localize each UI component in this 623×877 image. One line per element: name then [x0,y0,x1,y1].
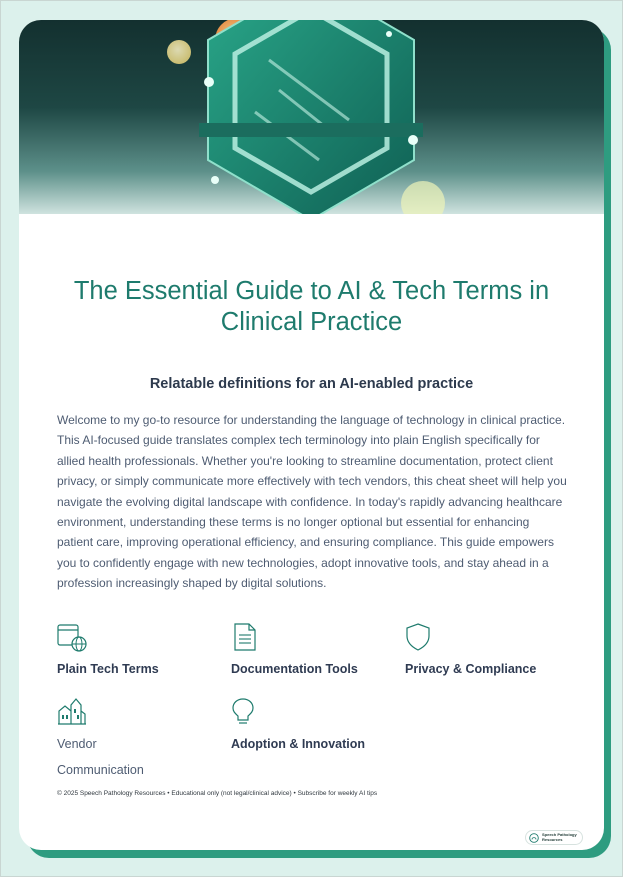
badge-text: Speech Pathology Resources [542,832,577,842]
page-title: The Essential Guide to AI & Tech Terms in Clinical Practice [73,277,550,336]
feature-label: Vendor Communication [57,737,144,777]
intro-paragraph: Welcome to my go-to resource for understanding the language of technology in clinical practice. This AI-focused guide translates complex tech terminology into plain English specifically for allied health professionals. Whether you're looking to streamline documentation, protect client privacy, or simply communicate more effectively with tech vendors, this cheat sheet will help you navigate the evolving digital landscape with confidence. In today's rapidly advancing healthcare environment, understanding these terms is no longer optional but essential for enhancing patient care, improving operational efficiency, and ensuring compliance. This guide empowers you to confidently engage with new technologies, adopt innovative tools, and stay ahead in a profession increasingly shaped by digital solutions. [57,413,567,591]
footer-text: © 2025 Speech Pathology Resources • Educational only (not legal/clinical advice) • Subscribe for weekly AI tips [57,790,378,797]
feature-vendor-communication [57,697,167,783]
feature-label: Privacy & Compliance [405,662,537,676]
feature-label: Plain Tech Terms [57,662,159,676]
browser-globe-icon [57,622,87,652]
document-icon [231,622,261,652]
guide-card [19,20,604,850]
brand-logo-icon [529,833,539,843]
feature-documentation-tools [231,622,358,676]
feature-label: Documentation Tools [231,662,358,676]
feature-plain-tech-terms [57,622,159,676]
feature-adoption-innovation [231,697,365,751]
hero-image [19,20,604,214]
feature-privacy-compliance [405,622,536,676]
building-icon [57,697,87,727]
feature-label: Adoption & Innovation [231,737,366,751]
shield-icon [405,622,435,652]
brand-badge [525,830,583,845]
lightbulb-icon [231,697,261,727]
page-subtitle: Relatable definitions for an AI-enabled practice [149,376,474,392]
